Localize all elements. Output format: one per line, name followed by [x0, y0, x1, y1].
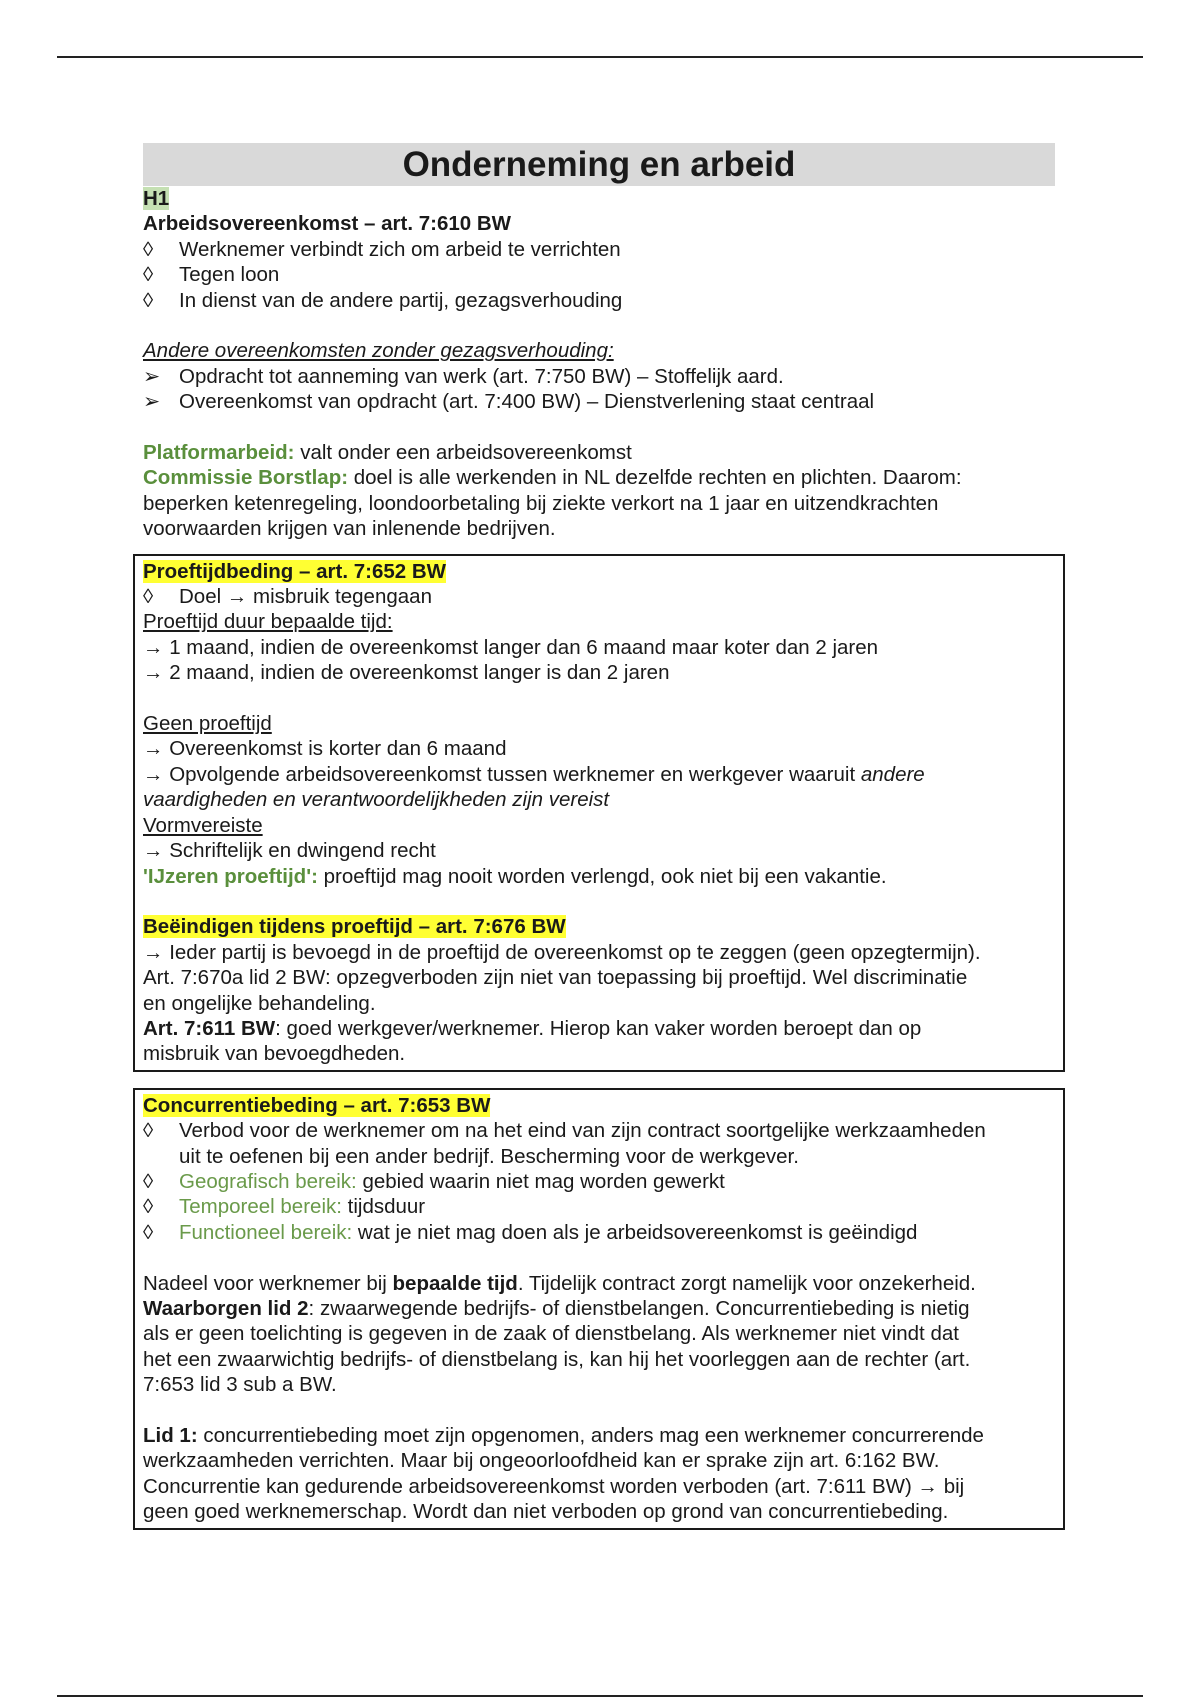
document-body: Onderneming en arbeid H1 Arbeidsovereenkomst – art. 7:610 BW ◊ Werknemer verbindt zich om arbeid te verrichten ◊ Tegen loon ◊ In dienst van de andere partij, gezagsverhouding Andere overeenkomsten zonder gezagsverhouding: ➢ Opdracht tot aanneming van werk (art. 7:750 BW) – Stoffelijk aard. ➢ Overeenkomst van opdracht (art. 7:400 BW) – Dienstverlening staat centraal Platformarbeid: valt onder een arbeidsovereenkomst Commissie Borstlap: doel is alle werkenden in NL dezelfde rechten en plichten. Daarom: beperken ketenregeling, loondoorbetaling bij ziekte verkort na 1 jaar en uitzendkrachten voorwaarden krijgen van inlenende bedrijven. Proeftijdbeding – art. 7:652 BW ◊ Doel → misbruik tegengaan Proeftijd duur bepaalde tijd: → 1 maand, indien de overeenkomst langer dan 6 maand maar koter dan 2 jaren → 2 maand, indien de overeenkomst langer is dan 2 jaren Geen proeftijd → Overeenkomst is korter dan 6 maand → Opvolgende arbeidsovereenkomst tussen werknemer en werkgever waaruit andere vaardigheden en verantwoordelijkheden zijn vereist Vormvereiste → Schriftelijk en dwingend recht 'IJzeren proeftijd': proeftijd mag nooit worden verlengd, ook niet bij een vakantie. Beëindigen tijdens proeftijd – art. 7:676 BW → Ieder partij is bevoegd in de proeftijd de overeenkomst op te zeggen (geen opzegtermijn). Art. 7:670a lid 2 BW: opzegverboden zijn niet van toepassing bij proeftijd. Wel discriminatie en ongelijke behandeling. Art. 7:611 BW: goed werkgever/werknemer. Hierop kan vaker worden beroept dan op misbruik van bevoegdheden. Concurrentiebeding – art. 7:653 BW ◊ Verbod voor de werknemer om na het eind van zijn contract soortgelijke werkzaamheden uit te oefenen bij een ander bedrijf. Bescherming voor de werkgever. ◊ Geografisch bereik: gebied waarin niet mag worden gewerkt ◊ Temporeel bereik: tijdsduur ◊ Functioneel bereik: wat je niet mag doen als je arbeidsovereenkomst is geëindigd Nadeel voor werknemer bij bepaalde tijd. Tijdelijk contract zorgt namelijk voor onzekerheid. Waarborgen lid 2: zwaarwegende bedrijfs- of dienstbelangen. Concurrentiebeding is nietig als er geen toelichting is gegeven in de zaak of dienstbelang. Als werknemer niet vindt dat het een zwaarwichtig bedrijfs- of dienstbelang is, kan hij het voorleggen aan de rechter (art. 7:653 lid 3 sub a BW. Lid 1: concurrentiebeding moet zijn opgenomen, anders mag een werknemer concurrerende werkzaamheden verrichten. Maar bij ongeoorloofdheid kan er sprake zijn art. 6:162 BW. Concurrentie kan gedurende arbeidsovereenkomst worden verboden (art. 7:611 BW) → bij geen goed werknemerschap. Wordt dan niet verboden op grond van concurrentiebeding.: [143, 143, 1055, 1530]
list-item: ◊ Geografisch bereik: gebied waarin niet mag worden gewerkt: [143, 1169, 725, 1193]
chapter-label: H1: [143, 187, 170, 210]
diamond-bullet-icon: ◊: [143, 1169, 154, 1193]
arbeids-heading: Arbeidsovereenkomst – art. 7:610 BW: [143, 212, 511, 236]
diamond-bullet-icon: ◊: [143, 263, 154, 287]
list-item: ◊ Functioneel bereik: wat je niet mag doen als je arbeidsovereenkomst is geëindigd: [143, 1220, 918, 1244]
list-item: ➢ Overeenkomst van opdracht (art. 7:400 BW) – Dienstverlening staat centraal: [143, 390, 875, 414]
list-item: ◊ Temporeel bereik: tijdsduur: [143, 1195, 426, 1219]
platform-paragraph: Platformarbeid: valt onder een arbeidsovereenkomst: [143, 441, 632, 465]
list-item: ➢ Opdracht tot aanneming van werk (art. 7:750 BW) – Stoffelijk aard.: [143, 364, 784, 388]
diamond-bullet-icon: ◊: [143, 288, 154, 312]
list-item: ◊ In dienst van de andere partij, gezagsverhouding: [143, 288, 623, 312]
beeindigen-heading: Beëindigen tijdens proeftijd – art. 7:676 BW: [143, 915, 566, 939]
list-item: ◊ Werknemer verbindt zich om arbeid te verrichten: [143, 237, 621, 261]
borstlap-paragraph: Commissie Borstlap: doel is alle werkenden in NL dezelfde rechten en plichten. Daarom:: [143, 466, 962, 490]
arrowhead-bullet-icon: ➢: [143, 390, 161, 414]
diamond-bullet-icon: ◊: [143, 237, 154, 261]
list-item: ◊ Doel → misbruik tegengaan: [143, 585, 432, 609]
arrowhead-bullet-icon: ➢: [143, 364, 161, 388]
concurrentie-heading: Concurrentiebeding – art. 7:653 BW: [143, 1093, 491, 1117]
proeftijd-box: Proeftijdbeding – art. 7:652 BW ◊ Doel → misbruik tegengaan Proeftijd duur bepaalde tijd: → 1 maand, indien de overeenkomst langer dan 6 maand maar koter dan 2 jaren → 2 maand, indien de overeenkomst langer is dan 2 jaren Geen proeftijd → Overeenkomst is korter dan 6 maand → Opvolgende arbeidsovereenkomst tussen werknemer en werkgever waaruit andere vaardigheden en verantwoordelijkheden zijn vereist Vormvereiste → Schriftelijk en dwingend recht 'IJzeren proeftijd': proeftijd mag nooit worden verlengd, ook niet bij een vakantie. Beëindigen tijdens proeftijd – art. 7:676 BW → Ieder partij is bevoegd in de proeftijd de overeenkomst op te zeggen (geen opzegtermijn). Art. 7:670a lid 2 BW: opzegverboden zijn niet van toepassing bij proeftijd. Wel discriminatie en ongelijke behandeling. Art. 7:611 BW: goed werkgever/werknemer. Hierop kan vaker worden beroept dan op misbruik van bevoegdheden.: [133, 554, 1065, 1072]
proeftijd-heading: Proeftijdbeding – art. 7:652 BW: [143, 559, 446, 583]
bottom-rule: [57, 1695, 1143, 1697]
concurrentie-box: Concurrentiebeding – art. 7:653 BW ◊ Verbod voor de werknemer om na het eind van zijn contract soortgelijke werkzaamheden uit te oefenen bij een ander bedrijf. Bescherming voor de werkgever. ◊ Geografisch bereik: gebied waarin niet mag worden gewerkt ◊ Temporeel bereik: tijdsduur ◊ Functioneel bereik: wat je niet mag doen als je arbeidsovereenkomst is geëindigd Nadeel voor werknemer bij bepaalde tijd. Tijdelijk contract zorgt namelijk voor onzekerheid. Waarborgen lid 2: zwaarwegende bedrijfs- of dienstbelangen. Concurrentiebeding is nietig als er geen toelichting is gegeven in de zaak of dienstbelang. Als werknemer niet vindt dat het een zwaarwichtig bedrijfs- of dienstbelang is, kan hij het voorleggen aan de rechter (art. 7:653 lid 3 sub a BW. Lid 1: concurrentiebeding moet zijn opgenomen, anders mag een werknemer concurrerende werkzaamheden verrichten. Maar bij ongeoorloofdheid kan er sprake zijn art. 6:162 BW. Concurrentie kan gedurende arbeidsovereenkomst worden verboden (art. 7:611 BW) → bij geen goed werknemerschap. Wordt dan niet verboden op grond van concurrentiebeding.: [133, 1088, 1065, 1530]
diamond-bullet-icon: ◊: [143, 1195, 154, 1219]
list-item: ◊ Verbod voor de werknemer om na het eind van zijn contract soortgelijke werkzaamheden uit te oefenen bij een ander bedrijf. Bescherming voor de werkgever.: [143, 1119, 986, 1168]
top-rule: [57, 56, 1143, 58]
andere-heading: Andere overeenkomsten zonder gezagsverhouding:: [143, 339, 614, 363]
diamond-bullet-icon: ◊: [143, 585, 154, 609]
page-title: Onderneming en arbeid: [143, 143, 1055, 186]
diamond-bullet-icon: ◊: [143, 1119, 154, 1143]
list-item: ◊ Tegen loon: [143, 263, 280, 287]
diamond-bullet-icon: ◊: [143, 1220, 154, 1244]
